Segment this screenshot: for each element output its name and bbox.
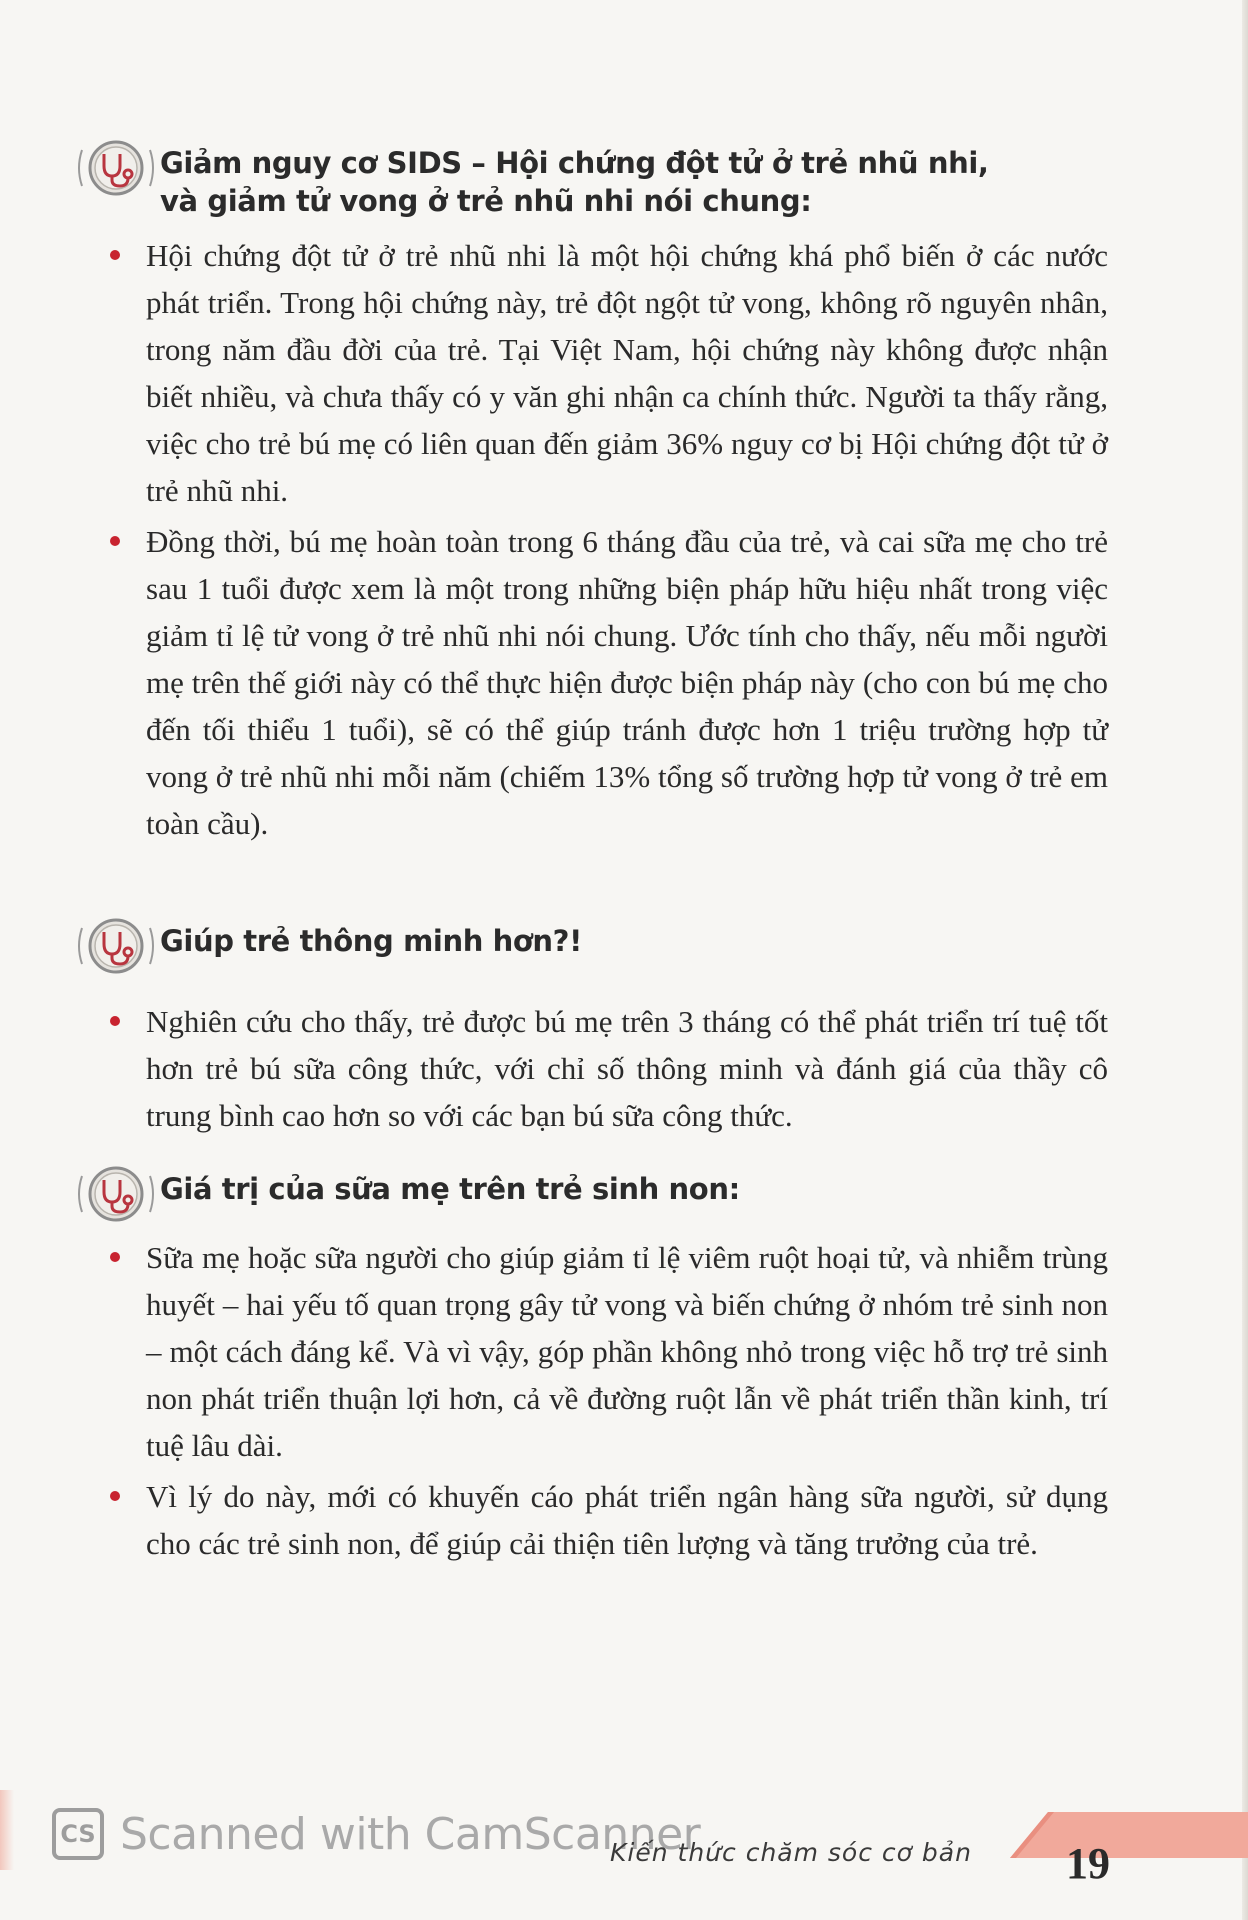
stethoscope-icon: [74, 1162, 158, 1226]
paragraph-text: Sữa mẹ hoặc sữa người cho giúp giảm tỉ lệ viêm ruột hoại tử, và nhiễm trùng huyết – hai yếu tố quan trọng gây tử vong và biến chứng ở nhóm trẻ sinh non – một cách đáng kể. Và vì vậy, góp phần không nhỏ trong việc hỗ trợ trẻ sinh non phát triển thuận lợi hơn, cả về đường ruột lẫn về phát triển thần kinh, trí tuệ lâu dài.: [146, 1240, 1108, 1463]
camscanner-watermark: [52, 1808, 700, 1860]
paragraph-text: Đồng thời, bú mẹ hoàn toàn trong 6 tháng đầu của trẻ, và cai sữa mẹ cho trẻ sau 1 tuổi được xem là một trong những biện pháp hữu hiệu nhất trong việc giảm tỉ lệ tử vong ở trẻ nhũ nhi nói chung. Ước tính cho thấy, nếu mỗi người mẹ trên thế giới này có thể thực hiện được biện pháp này (cho con bú mẹ cho đến tối thiểu 1 tuổi), sẽ có thể giúp tránh được hơn 1 triệu trường hợp tử vong ở trẻ nhũ nhi mỗi năm (chiếm 13% tổng số trường hợp tử vong ở trẻ em toàn cầu).: [146, 524, 1108, 841]
bullet-dot-icon: [110, 536, 120, 546]
section-title: [160, 922, 582, 960]
paragraph-text: Nghiên cứu cho thấy, trẻ được bú mẹ trên 3 tháng có thể phát triển trí tuệ tốt hơn trẻ bú sữa công thức, với chỉ số thông minh và đánh giá của thầy cô trung bình cao hơn so với các bạn bú sữa công thức.: [146, 1004, 1108, 1133]
section-title-line: Giảm nguy cơ SIDS – Hội chứng đột tử ở trẻ nhũ nhi,: [160, 146, 989, 180]
section-title-line: Giúp trẻ thông minh hơn?!: [160, 924, 582, 958]
camscanner-logo-icon: CS: [52, 1808, 104, 1860]
bullet-dot-icon: [110, 250, 120, 260]
list-item: [108, 1234, 1108, 1469]
section-title: [160, 144, 989, 220]
section-heading-sids: [74, 136, 989, 220]
stethoscope-icon: [74, 914, 158, 978]
paragraph-text: Vì lý do này, mới có khuyến cáo phát triển ngân hàng sữa người, sử dụng cho các trẻ sinh non, để giúp cải thiện tiên lượng và tăng trưởng của trẻ.: [146, 1479, 1108, 1561]
page-number-tab: [1010, 1808, 1248, 1920]
page-edge: [1242, 0, 1248, 1920]
section-heading-intelligence: [74, 914, 582, 978]
bullet-list-preterm: [108, 1234, 1108, 1571]
bullet-dot-icon: [110, 1016, 120, 1026]
stethoscope-icon: [74, 136, 158, 200]
bullet-list-intelligence: [108, 998, 1108, 1143]
list-item: [108, 998, 1108, 1139]
watermark-text: Scanned with CamScanner: [120, 1808, 701, 1860]
list-item: [108, 1473, 1108, 1567]
section-title-line: và giảm tử vong ở trẻ nhũ nhi nói chung:: [160, 184, 812, 218]
section-title-line: Giá trị của sữa mẹ trên trẻ sinh non:: [160, 1172, 740, 1206]
page-number: 19: [1066, 1839, 1110, 1888]
section-heading-preterm: [74, 1162, 740, 1226]
section-title: [160, 1170, 740, 1208]
bullet-dot-icon: [110, 1252, 120, 1262]
book-title: Kiến thức chăm sóc cơ bản: [610, 1838, 972, 1867]
bullet-list-sids: [108, 232, 1108, 851]
paragraph-text: Hội chứng đột tử ở trẻ nhũ nhi là một hội chứng khá phổ biến ở các nước phát triển. Trong hội chứng này, trẻ đột ngột tử vong, không rõ nguyên nhân, trong năm đầu đời của trẻ. Tại Việt Nam, hội chứng này không được nhận biết nhiều, và chưa thấy có y văn ghi nhận ca chính thức. Người ta thấy rằng, việc cho trẻ bú mẹ có liên quan đến giảm 36% nguy cơ bị Hội chứng đột tử ở trẻ nhũ nhi.: [146, 238, 1108, 508]
bullet-dot-icon: [110, 1491, 120, 1501]
list-item: [108, 518, 1108, 847]
page-edge-tint: [0, 1790, 14, 1870]
list-item: [108, 232, 1108, 514]
